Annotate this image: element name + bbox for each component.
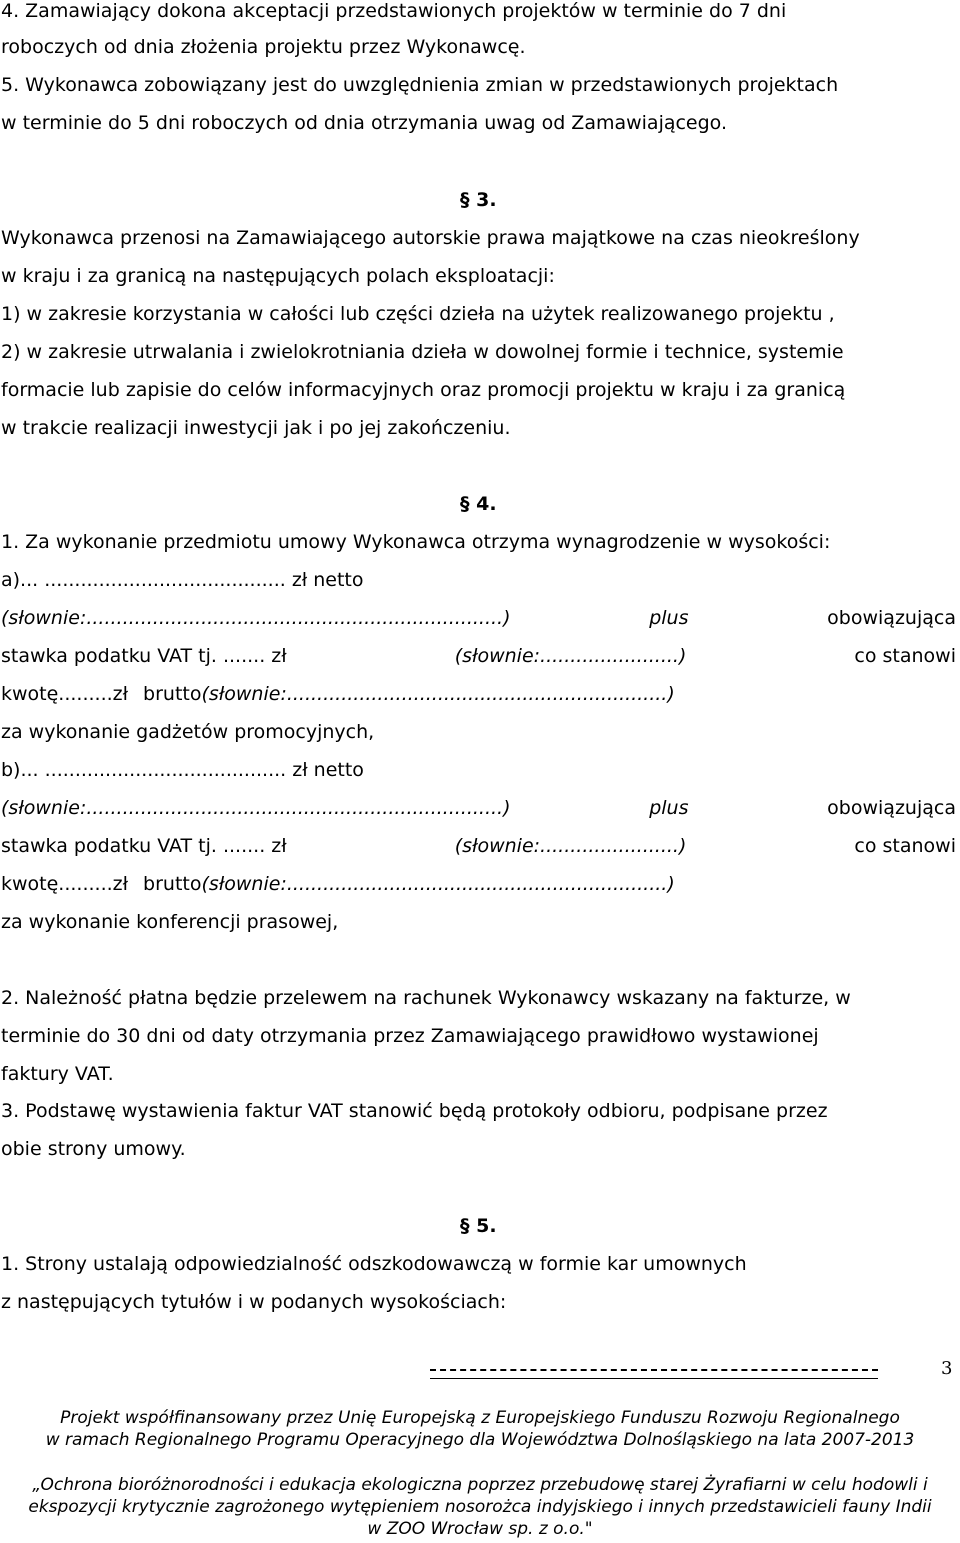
vat-line	[1, 644, 956, 668]
payment-line-a: a)... ........................................ zł netto	[1, 569, 364, 591]
payment-words-line	[1, 606, 956, 630]
footer-dashed-line	[430, 1369, 878, 1371]
footer-line: „Ochrona bioróżnorodności i edukacja ekologiczna poprzez przebudowę starej Żyrafiarni w celu hodowli i	[32, 1475, 928, 1495]
paragraph-line: 2. Należność płatna będzie przelewem na rachunek Wykonawcy wskazany na fakturze, w	[1, 987, 851, 1009]
payment-words-line	[1, 796, 956, 820]
footer-line: w ramach Regionalnego Programu Operacyjnego dla Województwa Dolnośląskiego na lata 2007-2013	[45, 1430, 915, 1450]
footer-line: w ZOO Wrocław sp. z o.o."	[367, 1519, 593, 1539]
vat-rate-text: stawka podatku VAT tj. ....... zł	[1, 835, 287, 857]
plus-text: plus	[649, 607, 689, 629]
applicable-text: obowiązująca	[827, 797, 956, 819]
paragraph-line: formacie lub zapisie do celów informacyjnych oraz promocji projektu w kraju i za granicą	[1, 379, 846, 401]
paragraph-line: 4. Zamawiający dokona akceptacji przedstawionych projektów w terminie do 7 dni	[1, 0, 787, 22]
paragraph-line: w terminie do 5 dni roboczych od dnia otrzymania uwag od Zamawiającego.	[1, 112, 728, 134]
footer-line: ekspozycji krytycznie zagrożonego wytępieniem nosorożca indyjskiego i innych przedstawicieli fauny Indii	[28, 1497, 932, 1517]
amount-text: kwotę.........zł	[1, 873, 129, 895]
amounts-to-text: co stanowi	[854, 835, 956, 857]
gross-group	[143, 682, 956, 706]
amount-in-words: (słownie:.....................................................................)	[1, 607, 511, 629]
paragraph-line: 3. Podstawę wystawienia faktur VAT stanowić będą protokoły odbioru, podpisane przez	[1, 1100, 828, 1122]
gross-in-words: (słownie:...............................................................)	[201, 873, 675, 895]
gross-group	[143, 872, 956, 896]
gross-line	[1, 872, 956, 896]
paragraph-line: 5. Wykonawca zobowiązany jest do uwzględnienia zmian w przedstawionych projektach	[1, 74, 839, 96]
payment-purpose: za wykonanie konferencji prasowej,	[1, 911, 339, 933]
gross-text: brutto	[143, 873, 202, 895]
paragraph-line: 1. Strony ustalają odpowiedzialność odszkodowawczą w formie kar umownych	[1, 1253, 747, 1275]
gross-line	[1, 682, 956, 706]
paragraph-line: 1. Za wykonanie przedmiotu umowy Wykonawca otrzyma wynagrodzenie w wysokości:	[1, 531, 831, 553]
footer-rule	[430, 1378, 878, 1379]
page-number: 3	[941, 1358, 953, 1379]
paragraph-line: obie strony umowy.	[1, 1138, 186, 1160]
paragraph-line: z następujących tytułów i w podanych wysokościach:	[1, 1291, 507, 1313]
paragraph-line: terminie do 30 dni od daty otrzymania przez Zamawiającego prawidłowo wystawionej	[1, 1025, 819, 1047]
paragraph-line: Wykonawca przenosi na Zamawiającego autorskie prawa majątkowe na czas nieokreślony	[1, 227, 860, 249]
amounts-to-text: co stanowi	[854, 645, 956, 667]
vat-in-words: (słownie:.......................)	[454, 835, 687, 857]
paragraph-line: 2) w zakresie utrwalania i zwielokrotniania dzieła w dowolnej formie i technice, systemie	[1, 341, 844, 363]
payment-purpose: za wykonanie gadżetów promocyjnych,	[1, 721, 375, 743]
gross-in-words: (słownie:...............................................................)	[201, 683, 675, 705]
payment-line-b: b)... ........................................ zł netto	[1, 759, 364, 781]
section-heading-4: § 4.	[460, 493, 497, 515]
footer-line: Projekt współfinansowany przez Unię Europejską z Europejskiego Funduszu Rozwoju Regionalnego	[60, 1408, 900, 1428]
plus-text: plus	[649, 797, 689, 819]
paragraph-line: w trakcie realizacji inwestycji jak i po jej zakończeniu.	[1, 417, 511, 439]
vat-in-words: (słownie:.......................)	[454, 645, 687, 667]
vat-line	[1, 834, 956, 858]
amount-text: kwotę.........zł	[1, 683, 129, 705]
section-heading-3: § 3.	[460, 189, 497, 211]
paragraph-line: roboczych od dnia złożenia projektu przez Wykonawcę.	[1, 36, 526, 58]
vat-rate-text: stawka podatku VAT tj. ....... zł	[1, 645, 287, 667]
paragraph-line: faktury VAT.	[1, 1063, 114, 1085]
paragraph-line: w kraju i za granicą na następujących polach eksploatacji:	[1, 265, 555, 287]
gross-text: brutto	[143, 683, 202, 705]
section-heading-5: § 5.	[460, 1215, 497, 1237]
applicable-text: obowiązująca	[827, 607, 956, 629]
paragraph-line: 1) w zakresie korzystania w całości lub części dzieła na użytek realizowanego projektu ,	[1, 303, 835, 325]
amount-in-words: (słownie:.....................................................................)	[1, 797, 511, 819]
